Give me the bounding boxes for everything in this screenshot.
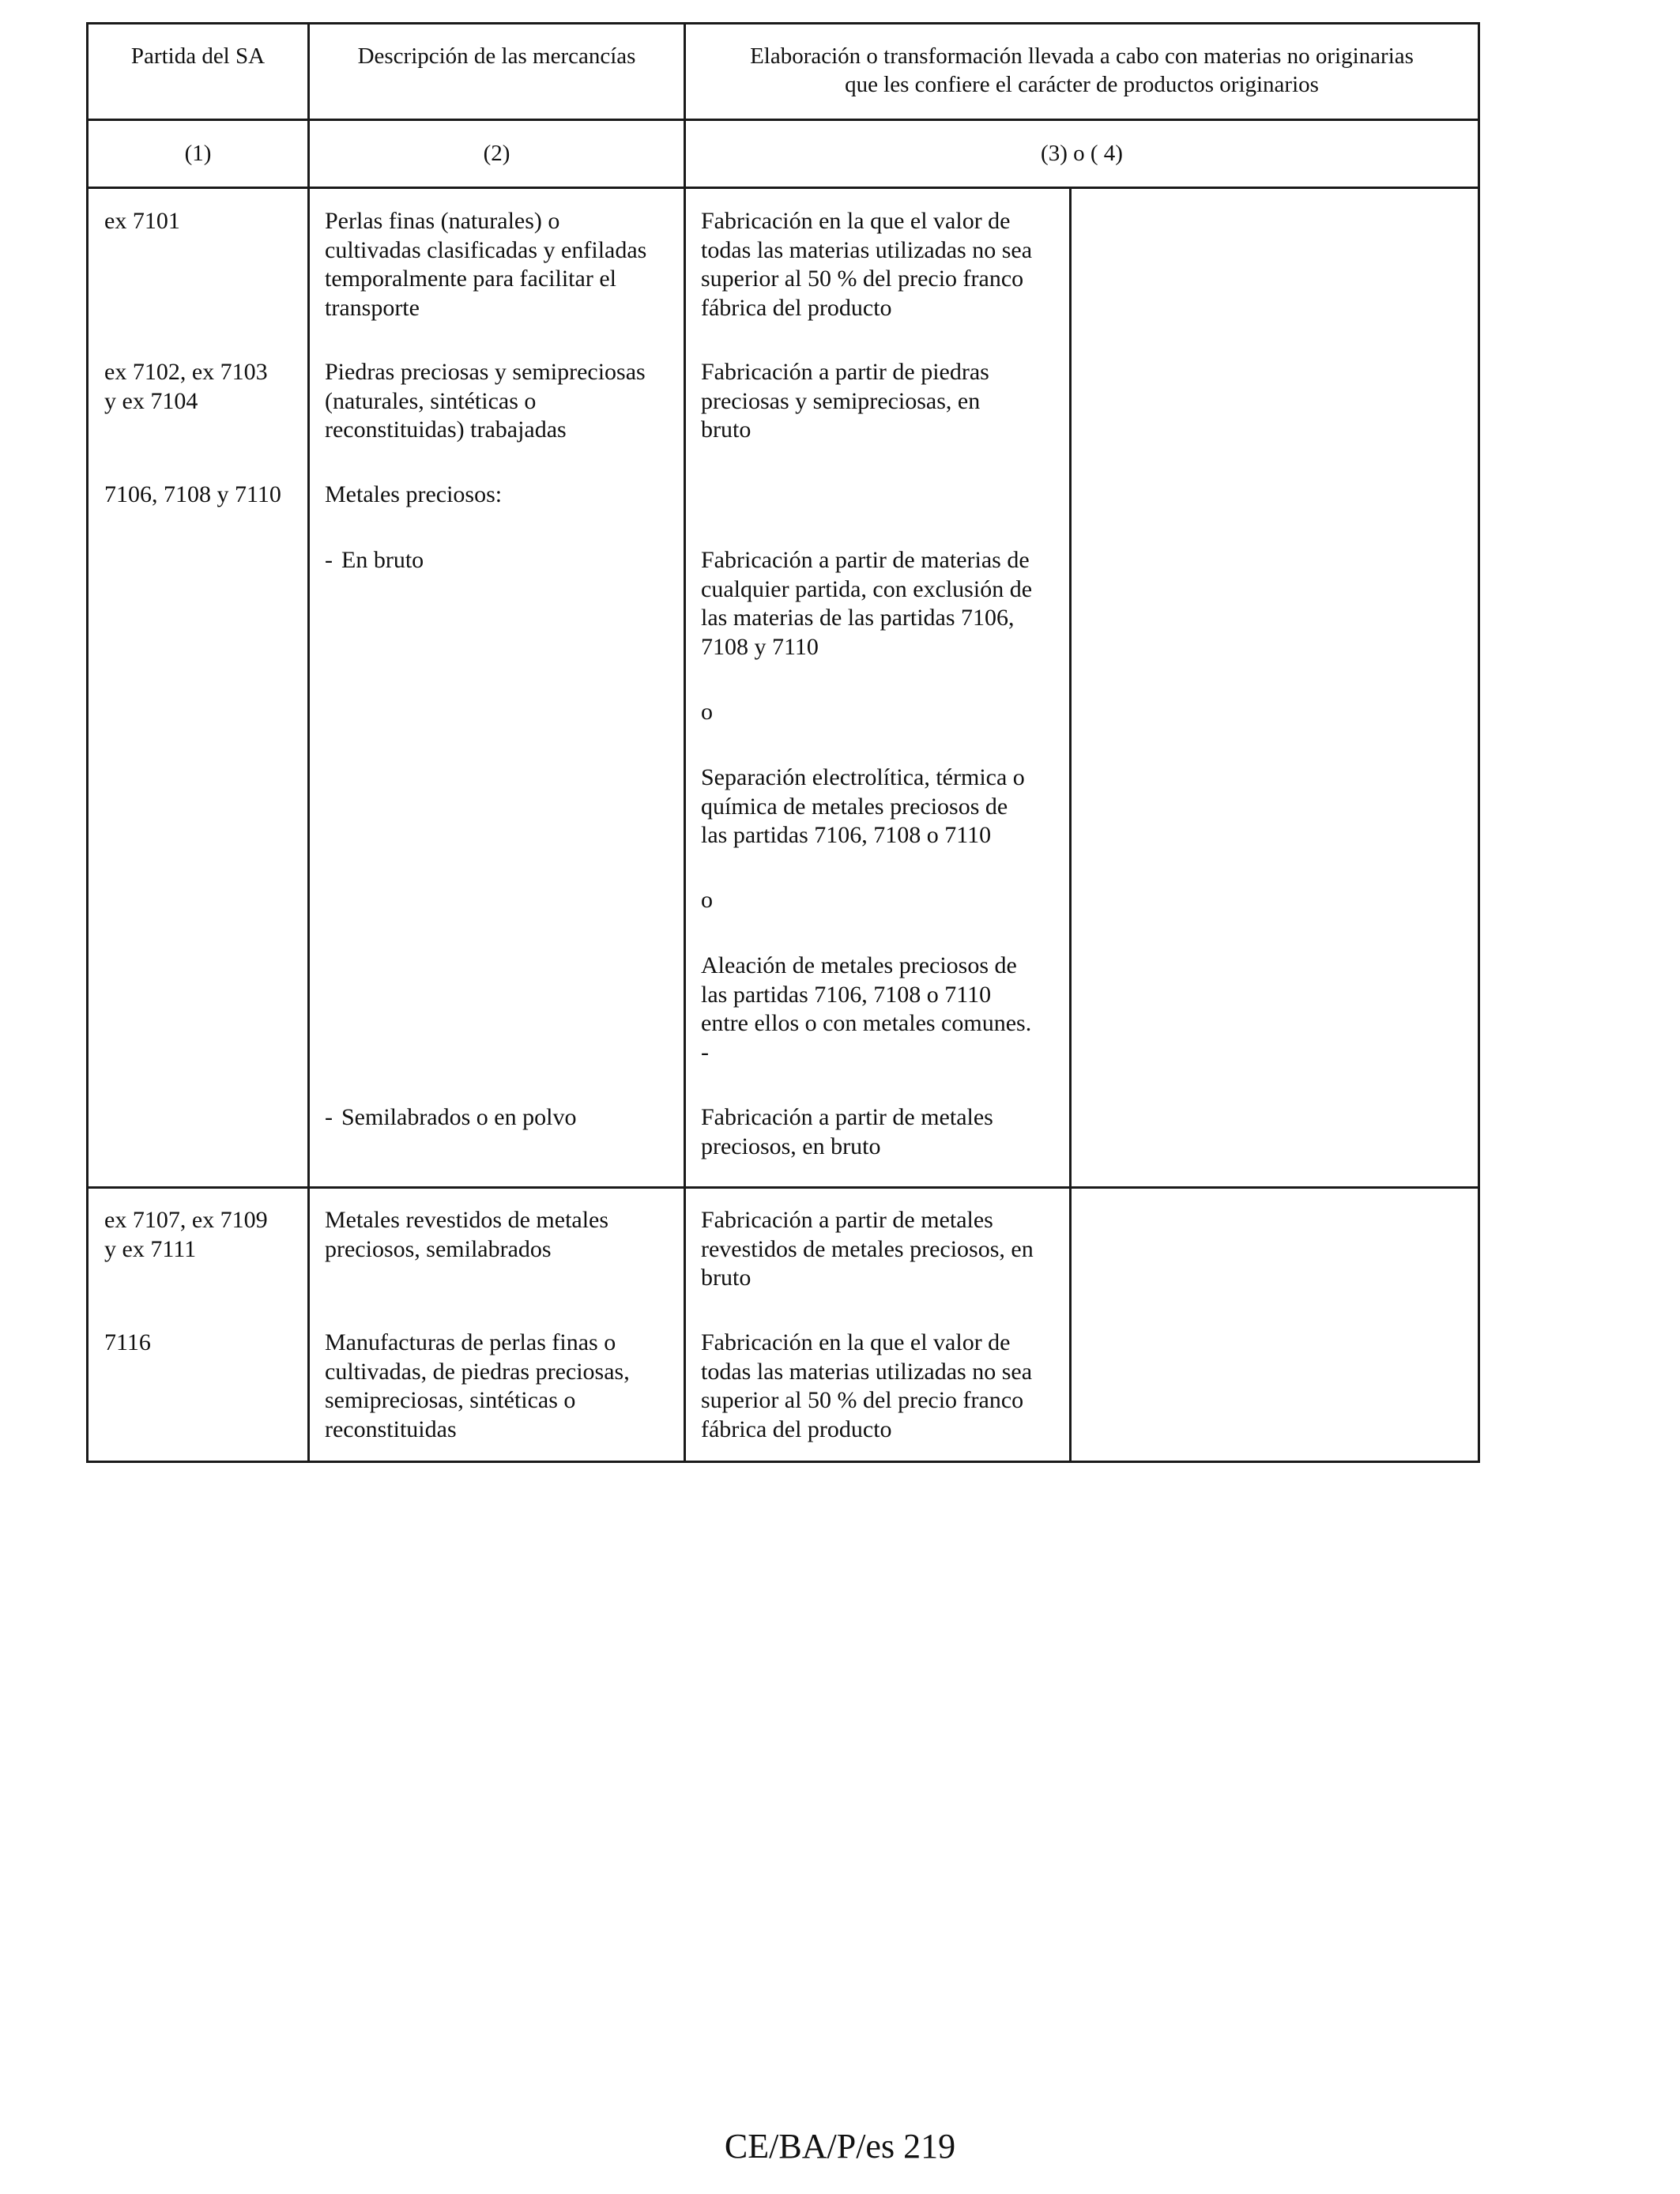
- origin-rule: Fabricación a partir de piedras preciosas y semipreciosas, en bruto: [701, 359, 989, 443]
- table-top-border: [86, 22, 1480, 25]
- column-divider-1: [307, 22, 310, 1463]
- table-left-border: [86, 22, 89, 1463]
- hs-code: 7116: [104, 1329, 151, 1355]
- header-bottom-border: [86, 119, 1480, 121]
- goods-description: Piedras preciosas y semipreciosas (naturales, sintéticas o reconstituidas) trabajadas: [325, 359, 646, 443]
- origin-rule: Fabricación a partir de materias de cualquier partida, con exclusión de las materias de las partidas 7106, 7108 y 7110: [701, 547, 1033, 660]
- origin-rule: Fabricación en la que el valor de todas las materias utilizadas no sea superior al 50 % del precio franco fábrica del producto: [701, 1329, 1033, 1442]
- goods-description: Metales preciosos:: [325, 481, 503, 507]
- hs-code: ex 7107, ex 7109 y ex 7111: [104, 1207, 268, 1262]
- origin-rule: Fabricación a partir de metales preciosos, en bruto: [701, 1104, 993, 1159]
- origin-rule: Fabricación a partir de metales revestidos de metales preciosos, en bruto: [701, 1207, 1034, 1291]
- header-goods-description: Descripción de las mercancías: [357, 43, 636, 69]
- rule-alternative-or: o: [701, 887, 713, 913]
- column-number-1: (1): [184, 141, 212, 166]
- page-reference: CE/BA/P/es 219: [724, 2127, 956, 2166]
- table-right-border: [1478, 22, 1480, 1463]
- column-number-3-4: (3) o ( 4): [1041, 141, 1123, 166]
- column-divider-2: [684, 22, 686, 1463]
- column-number-2: (2): [483, 141, 510, 166]
- hs-code: ex 7102, ex 7103 y ex 7104: [104, 359, 268, 414]
- hs-code: ex 7101: [104, 208, 180, 234]
- table-bottom-border: [86, 1461, 1480, 1463]
- list-dash: -: [325, 547, 333, 573]
- rule-alternative-or: o: [701, 699, 713, 725]
- group-divider: [86, 1186, 1480, 1189]
- goods-description: Manufacturas de perlas finas o cultivadas, de piedras preciosas, semipreciosas, sintéticas o reconstituidas: [325, 1329, 630, 1442]
- origin-rule: Fabricación en la que el valor de todas las materias utilizadas no sea superior al 50 % del precio franco fábrica del producto: [701, 208, 1033, 321]
- origin-rule-alternative: Separación electrolítica, térmica o química de metales preciosos de las partidas 7106, 7108 o 7110: [701, 764, 1025, 848]
- origin-rule-alternative: Aleación de metales preciosos de las partidas 7106, 7108 o 7110 entre ellos o con metales comunes. -: [701, 952, 1032, 1065]
- origin-rules-table: [86, 22, 1480, 1463]
- goods-description: Perlas finas (naturales) o cultivadas clasificadas y enfiladas temporalmente para facilitar el transporte: [325, 208, 647, 321]
- numbering-bottom-border: [86, 187, 1480, 189]
- goods-description: Metales revestidos de metales preciosos, semilabrados: [325, 1207, 609, 1262]
- list-dash: -: [325, 1104, 333, 1130]
- column-divider-3: [1069, 187, 1072, 1463]
- goods-description: Semilabrados o en polvo: [341, 1104, 577, 1130]
- header-working-processing: Elaboración o transformación llevada a cabo con materias no originarias que les confiere el carácter de productos originarios: [750, 43, 1414, 97]
- header-hs-heading: Partida del SA: [130, 43, 266, 69]
- goods-description: En bruto: [341, 547, 424, 573]
- hs-code: 7106, 7108 y 7110: [104, 481, 281, 507]
